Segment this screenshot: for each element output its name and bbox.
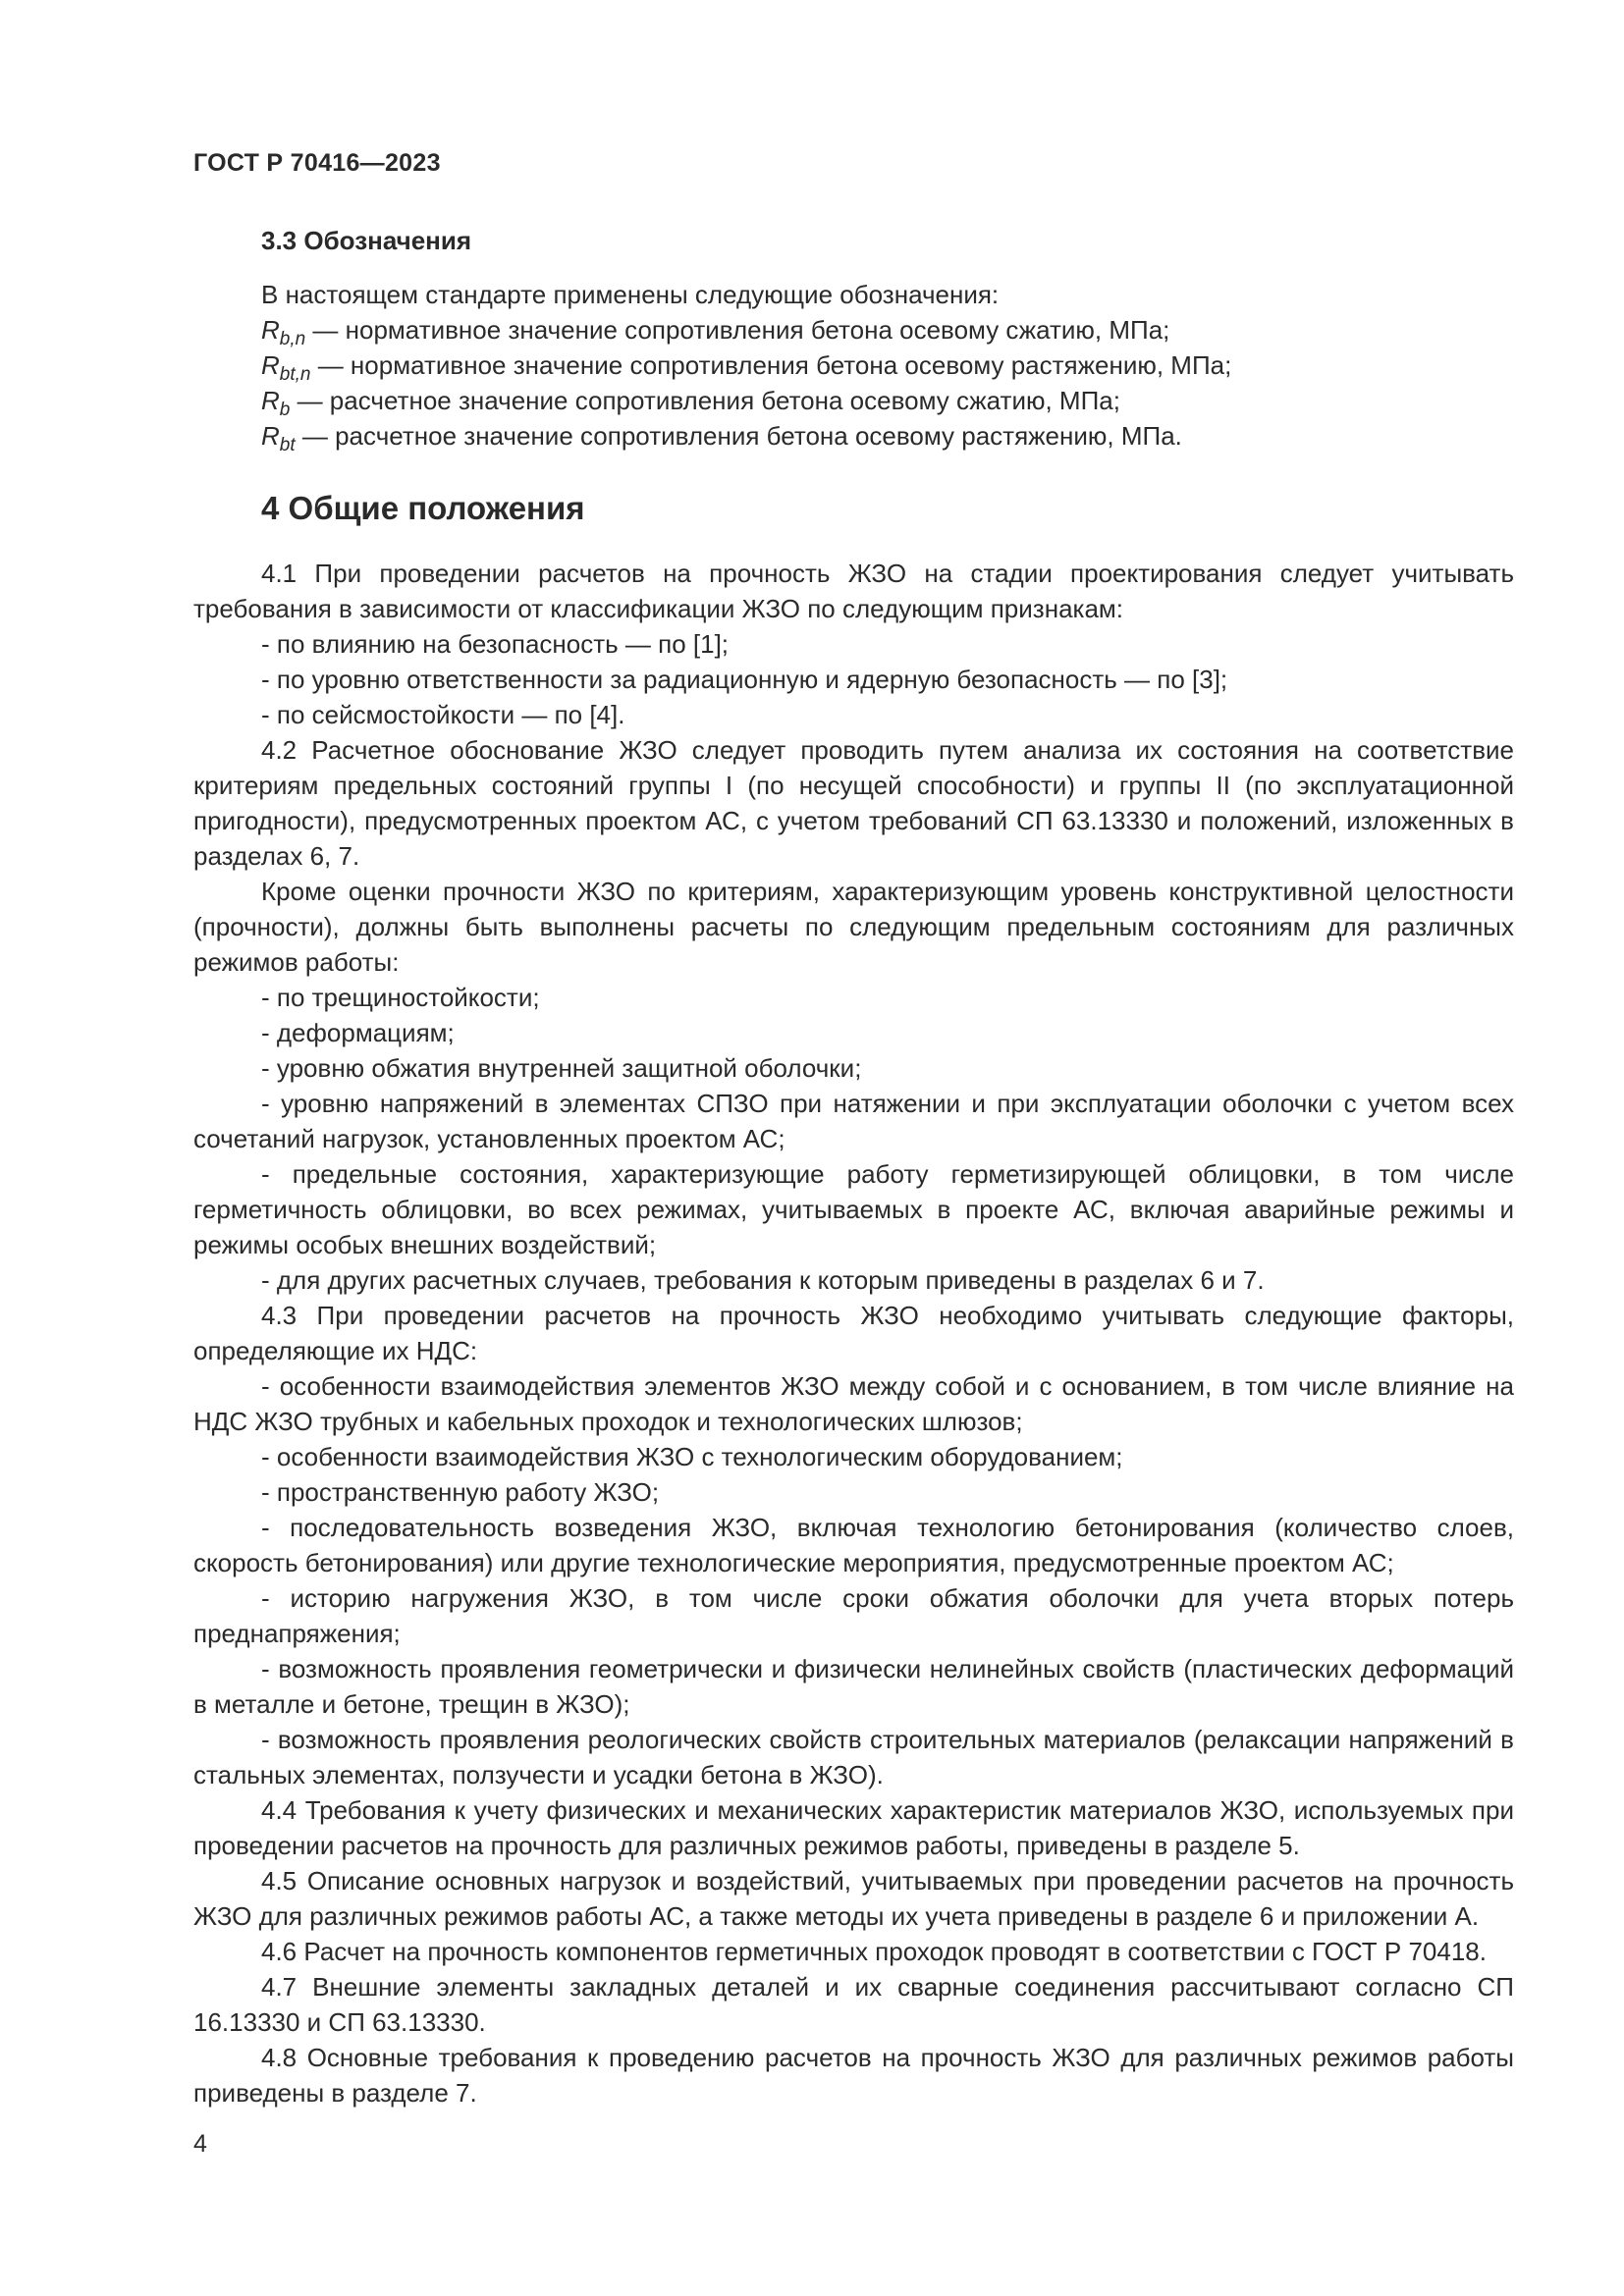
- list-item: - по уровню ответственности за радиационную и ядерную безопасность — по [3];: [261, 665, 1228, 694]
- paragraph-4-6: 4.6 Расчет на прочность компонентов герметичных проходок проводят в соответствии с ГОСТ Р 70418.: [261, 1937, 1487, 1966]
- symbol-definition: [261, 383, 1514, 418]
- page-content: [193, 223, 1514, 2110]
- list-item: - по трещиностойкости;: [261, 983, 540, 1012]
- document-code-header: ГОСТ Р 70416—2023: [193, 149, 441, 177]
- symbol-description: — расчетное значение сопротивления бетона осевому растяжению, МПа.: [295, 421, 1182, 451]
- symbol-definition: [261, 418, 1514, 454]
- paragraph-4-3: 4.3 При проведении расчетов на прочность ЖЗО необходимо учитывать следующие факторы, определяющие их НДС:: [193, 1301, 1514, 1365]
- symbol-notation: $R_{bt,n}$: [261, 350, 311, 385]
- paragraph-4-5: 4.5 Описание основных нагрузок и воздействий, учитываемых при проведении расчетов на прочность ЖЗО для различных режимов работы АС, а также методы их учета приведены в разделе 6 и приложении А.: [193, 1866, 1514, 1931]
- list-item: - по сейсмостойкости — по [4].: [261, 700, 625, 729]
- symbol-notation: $R_{b,n}$: [261, 315, 306, 349]
- symbols-intro: В настоящем стандарте применены следующие обозначения:: [261, 280, 1000, 309]
- page-number: 4: [193, 2130, 207, 2158]
- list-item: - возможность проявления реологических свойств строительных материалов (релаксации напряжений в стальных элементах, ползучести и усадки бетона в ЖЗО).: [193, 1725, 1514, 1789]
- paragraph-4-2-continuation: Кроме оценки прочности ЖЗО по критериям, характеризующим уровень конструктивной целостности (прочности), должны быть выполнены расчеты по следующим предельным состояниям для различных режимов работы:: [193, 877, 1514, 977]
- list-item: - деформациям;: [261, 1018, 455, 1047]
- list-item: - возможность проявления геометрически и физически нелинейных свойств (пластических деформаций в металле и бетоне, трещин в ЖЗО);: [193, 1654, 1514, 1719]
- paragraph-4-1: 4.1 При проведении расчетов на прочность ЖЗО на стадии проектирования следует учитывать требования в зависимости от классификации ЖЗО по следующим признакам:: [193, 559, 1514, 623]
- list-item: - особенности взаимодействия ЖЗО с технологическим оборудованием;: [261, 1442, 1123, 1471]
- list-item: - предельные состояния, характеризующие работу герметизирующей облицовки, в том числе герметичность облицовки, во всех режимах, учитываемых в проекте АС, включая аварийные режимы и режимы особых внешних воздействий;: [193, 1159, 1514, 1259]
- subsection-title-3-3: 3.3 Обозначения: [261, 226, 472, 255]
- paragraph-4-2: 4.2 Расчетное обоснование ЖЗО следует проводить путем анализа их состояния на соответствие критериям предельных состояний группы I (по несущей способности) и группы II (по эксплуатационной пригодности), предусмотренных проектом АС, с учетом требований СП 63.13330 и положений, изложенных в разделах 6, 7.: [193, 735, 1514, 871]
- list-item: - пространственную работу ЖЗО;: [261, 1477, 660, 1507]
- symbol-definition: [261, 347, 1514, 383]
- list-item: - последовательность возведения ЖЗО, включая технологию бетонирования (количество слоев, скорость бетонирования) или другие технологические мероприятия, предусмотренные проектом АС;: [193, 1513, 1514, 1577]
- symbol-notation: $R_b$: [261, 386, 291, 420]
- list-item: - для других расчетных случаев, требования к которым приведены в разделах 6 и 7.: [261, 1265, 1265, 1295]
- list-item: - историю нагружения ЖЗО, в том числе сроки обжатия оболочки для учета вторых потерь преднапряжения;: [193, 1583, 1514, 1648]
- list-item: - особенности взаимодействия элементов ЖЗО между собой и с основанием, в том числе влияние на НДС ЖЗО трубных и кабельных проходок и технологических шлюзов;: [193, 1371, 1514, 1436]
- paragraph-4-8: 4.8 Основные требования к проведению расчетов на прочность ЖЗО для различных режимов работы приведены в разделе 7.: [193, 2043, 1514, 2108]
- symbol-description: — нормативное значение сопротивления бетона осевому сжатию, МПа;: [305, 315, 1170, 345]
- list-item: - уровню обжатия внутренней защитной оболочки;: [261, 1053, 862, 1083]
- symbol-description: — нормативное значение сопротивления бетона осевому растяжению, МПа;: [310, 350, 1232, 380]
- symbol-description: — расчетное значение сопротивления бетона осевому сжатию, МПа;: [290, 386, 1120, 415]
- list-item: - уровню напряжений в элементах СПЗО при натяжении и при эксплуатации оболочки с учетом всех сочетаний нагрузок, установленных проектом АС;: [193, 1089, 1514, 1153]
- section-title-4: 4 Общие положения: [261, 490, 585, 526]
- symbol-notation: $R_{bt}$: [261, 421, 296, 455]
- list-item: - по влиянию на безопасность — по [1];: [261, 629, 730, 659]
- symbol-definition: [261, 312, 1514, 347]
- paragraph-4-4: 4.4 Требования к учету физических и механических характеристик материалов ЖЗО, используемых при проведении расчетов на прочность для различных режимов работы, приведены в разделе 5.: [193, 1795, 1514, 1860]
- paragraph-4-7: 4.7 Внешние элементы закладных деталей и их сварные соединения рассчитывают согласно СП 16.13330 и СП 63.13330.: [193, 1972, 1514, 2037]
